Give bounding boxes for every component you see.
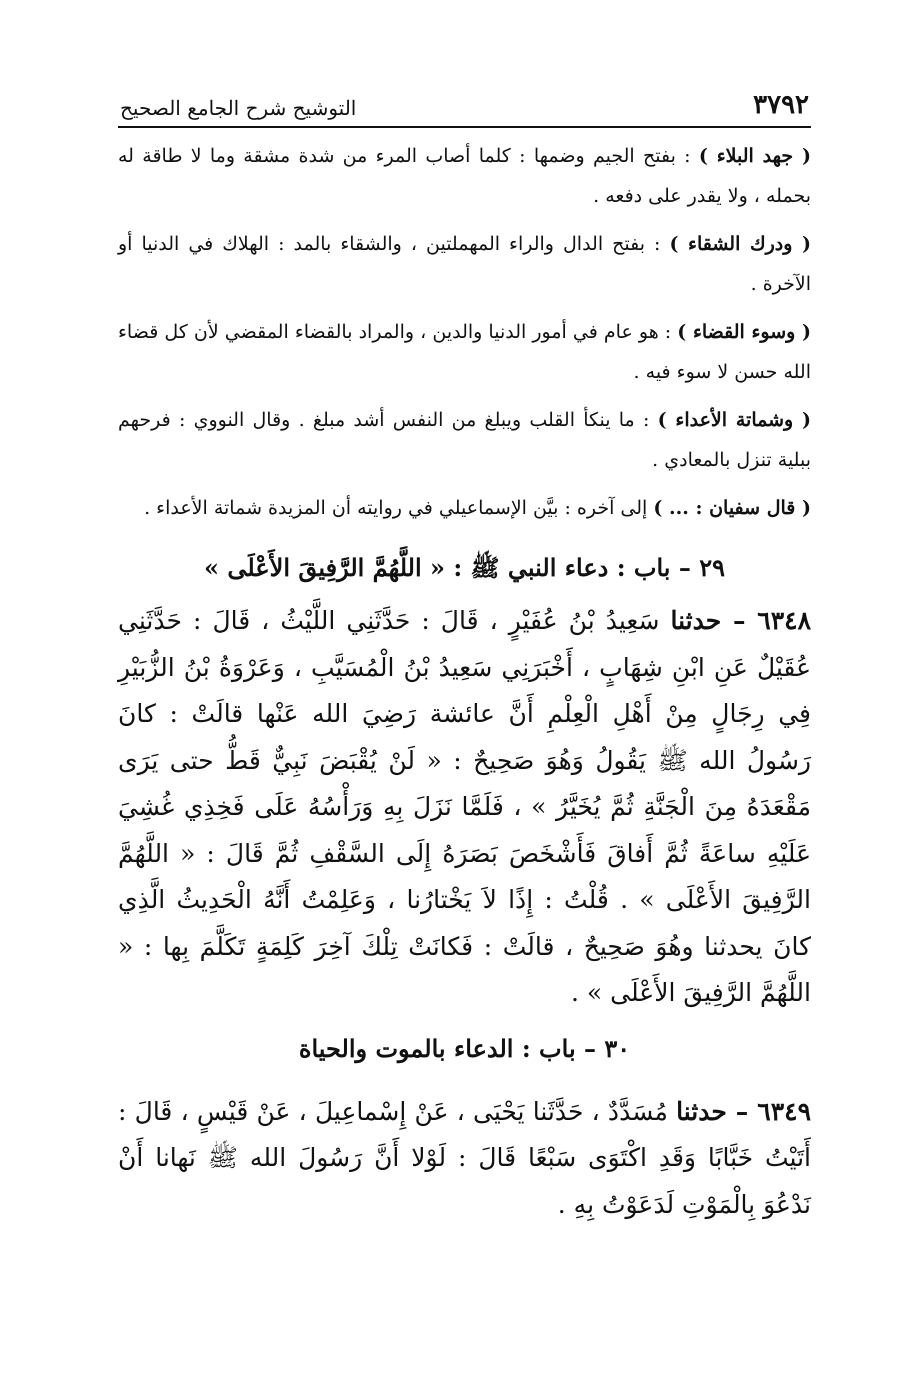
hadith-number: ٦٣٤٨	[757, 606, 811, 635]
note-term: ( قال سفيان : ... )	[653, 497, 811, 519]
hadith-6348	[118, 598, 811, 1017]
note-darak-al-shaqa	[118, 224, 811, 304]
chapter-title: ٢٩ – باب : دعاء النبي ﷺ :	[444, 553, 725, 582]
note-jahd-al-bala	[118, 136, 811, 216]
note-term: ( جهد البلاء )	[698, 145, 811, 167]
hadith-opening: – حدثنا	[676, 1096, 758, 1126]
chapter-title: ٣٠ – باب : الدعاء بالموت والحياة	[298, 1033, 631, 1063]
hadith-opening: – حدثنا	[670, 606, 758, 635]
hadith-text: سَعِيدُ بْنُ عُفَيْرٍ ، قَالَ : حَدَّثَنِي اللَّيْثُ ، قَالَ : حَدَّثَنِي عُقَيْلٌ عَنِ ابْنِ شِهَابٍ ، أَخْبَرَنِي سَعِيدُ بْنُ الْمُسَيَّبِ ، وَعَرْوَةُ بْنُ الزُّبَيْرِ فِي رِجَالٍ مِنْ أَهْلِ الْعِلْمِ أَنَّ عائشة رَضِيَ الله عَنْها قالَتْ : كانَ رَسُولُ الله ﷺ يَقُولُ وَهُوَ صَحِيحٌ : « لَنْ يُقْبَضَ نَبِيٌّ قَطُّ حتى يَرَى مَقْعَدَهُ مِنَ الْجَنَّةِ ثُمَّ يُخَيَّرُ » ، فَلَمَّا نَزَلَ بِهِ وَرَأْسُهُ عَلَى فَخِذِي غُشِيَ عَلَيْهِ ساعَةً ثُمَّ أَفاقَ فَأَشْخَصَ بَصَرَهُ إِلَى السَّقْفِ ثُمَّ قَالَ : « اللَّهُمَّ الرَّفِيقَ الأَعْلَى » . قُلْتُ : إِذًا لاَ يَخْتارُنا ، وَعَلِمْتُ أَنَّهُ الْحَدِيثُ الَّذِي كانَ يحدثنا وهُوَ صَحِيحٌ ، قالَتْ : فَكانَتْ تِلْكَ آخِرَ كَلِمَةٍ تَكَلَّمَ بِها : « اللَّهُمَّ الرَّفِيقَ الأَعْلَى » .	[118, 606, 811, 1007]
note-term: ( ودرك الشقاء )	[669, 233, 811, 255]
note-text: : هو عام في أمور الدنيا والدين ، والمراد بالقضاء المقضي لأن كل قضاء الله حسن لا سوء فيه .	[118, 321, 811, 383]
running-title: التوشيح شرح الجامع الصحيح	[120, 96, 357, 120]
page-number: ٣٧٩٢	[753, 90, 809, 120]
note-term: ( وشماتة الأعداء )	[657, 409, 811, 431]
commentary-notes	[118, 136, 811, 528]
hadith-number: ٦٣٤٩	[757, 1096, 811, 1126]
chapter-heading-29	[118, 542, 811, 594]
note-text: : ما ينكأ القلب ويبلغ من النفس أشد مبلغ . وقال النووي : فرحهم ببلية تنزل بالمعادي .	[118, 409, 811, 471]
document-page	[118, 88, 811, 1228]
hadith-6349	[118, 1089, 811, 1229]
chapter-quote: « اللَّهُمَّ الرَّفِيقَ الأَعْلَى »	[204, 553, 445, 582]
page-header	[118, 88, 811, 128]
note-su-al-qada	[118, 312, 811, 392]
note-term: ( وسوء القضاء )	[677, 321, 811, 343]
hadith-text: مُسَدَّدٌ ، حَدَّثَنا يَحْيَى ، عَنْ إِسْماعِيلَ ، عَنْ قَيْسٍ ، قَالَ : أَتَيْتُ خَبَّابًا وَقَدِ اكْتَوَى سَبْعًا قَالَ : لَوْلا أَنَّ رَسُولَ الله ﷺ نَهانا أَنْ نَدْعُوَ بِالْمَوْتِ لَدَعَوْتُ بِهِ .	[118, 1096, 811, 1219]
note-text: : بفتح الجيم وضمها : كلما أصاب المرء من شدة مشقة وما لا طاقة له بحمله ، ولا يقدر على دفعه .	[118, 145, 811, 207]
note-text: إلى آخره : بيَّن الإسماعيلي في روايته أن المزيدة شماتة الأعداء .	[144, 497, 654, 519]
chapter-heading-30	[118, 1023, 811, 1075]
note-shamatat-al-ada	[118, 400, 811, 480]
note-text: : بفتح الدال والراء المهملتين ، والشقاء بالمد : الهلاك في الدنيا أو الآخرة .	[118, 233, 811, 295]
note-qala-sufyan	[118, 488, 811, 528]
